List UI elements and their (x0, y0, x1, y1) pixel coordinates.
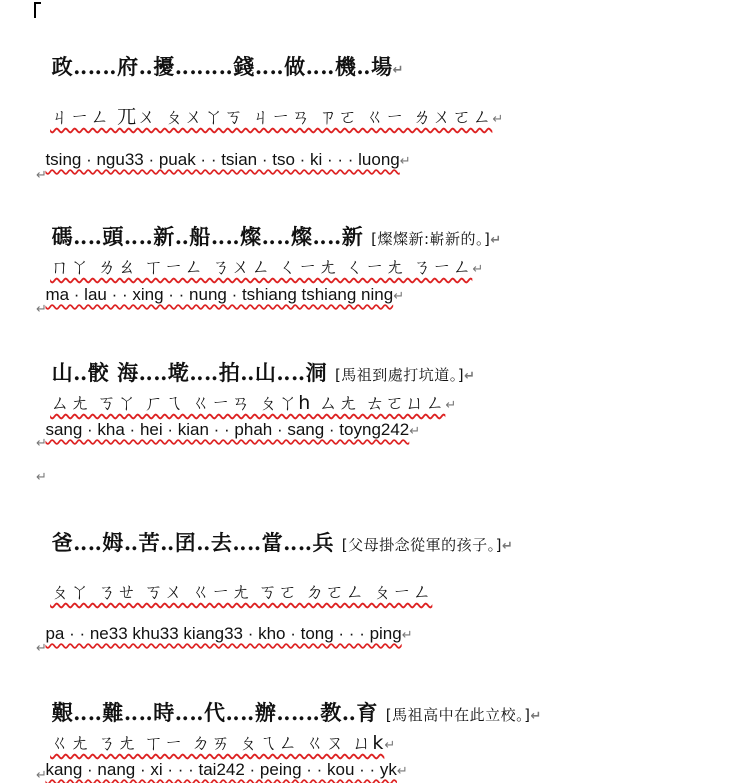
paragraph-mark: ↵ (445, 398, 458, 413)
paragraph-mark: ↵ (492, 112, 505, 127)
gloss-note: [馬祖高中在此立校。] (385, 706, 531, 724)
paragraph-mark: ↵ (490, 233, 502, 248)
paragraph-mark: ↵ (464, 369, 476, 384)
bopomofo-text: ㄍㄤ ㄋㄤ ㄒㄧ ㄉㄞ ㄆㄟㄥ ㄍㄡ ㄩk (50, 732, 385, 754)
paragraph-mark: ↵ (502, 539, 514, 554)
paragraph-mark: ↵ (396, 764, 408, 779)
paragraph-mark: ↵ (384, 738, 397, 753)
paragraph-mark: ↵ (472, 262, 485, 277)
gloss-note: [父母掛念從軍的孩子。] (341, 536, 503, 554)
empty-paragraph: ↵ (36, 641, 47, 656)
romanization-line-1 (36, 130, 411, 170)
bopomofo-line-1 (36, 80, 504, 129)
paragraph-mark: ↵ (399, 154, 411, 169)
hanzi-text: 山‥骹 海‥‥墘‥‥拍‥山‥‥洞 (51, 360, 328, 385)
hanzi-text: 爸‥‥姆‥苦‥囝‥去‥‥當‥‥兵 (51, 530, 334, 555)
romanization-text: tsing · ngu33 · puak · · tsian · tso · ki · · · luong (45, 150, 400, 169)
romanization-line-4 (36, 604, 413, 644)
bopomofo-line-4 (36, 555, 432, 604)
hanzi-text: 艱‥‥難‥‥時‥‥代‥‥辦‥‥‥教‥育 (51, 700, 378, 725)
bopomofo-text: ㄇㄚ ㄌㄠ ㄒㄧㄥ ㄋㄨㄥ ㄑㄧㄤ ㄑㄧㄤ ㄋㄧㄥ (50, 256, 473, 278)
empty-paragraph: ↵ (36, 768, 47, 783)
gloss-note: [燦燦新:嶄新的。] (371, 230, 491, 248)
empty-paragraph: ↵ (36, 436, 47, 451)
paragraph-mark: ↵ (401, 628, 413, 643)
romanization-line-3 (36, 400, 420, 440)
romanization-text: kang · nang · xi · · · tai242 · peing · · kou · · yk (45, 760, 397, 779)
gloss-note: [馬祖到處打坑道。] (334, 366, 465, 384)
romanization-line-2 (36, 265, 404, 305)
romanization-text: pa · · ne33 khu33 kiang33 · kho · tong · · · ping (45, 624, 402, 643)
empty-paragraph: ↵ (36, 302, 47, 317)
paragraph-mark: ↵ (393, 289, 405, 304)
bopomofo-text: ㄐㄧㄥ ㄫㄨ ㄆㄨㄚㄎ ㄐㄧㄢ ㄗㄛ ㄍㄧ ㄌㄨㄛㄥ (50, 106, 493, 128)
bopomofo-text: ㄆㄚ ㄋㄝ ㄎㄨ ㄍㄧㄤ ㄎㄛ ㄉㄛㄥ ㄆㄧㄥ (50, 581, 433, 603)
empty-paragraph: ↵ (36, 470, 47, 485)
paragraph-mark: ↵ (409, 424, 421, 439)
hanzi-line-4 (36, 502, 513, 557)
hanzi-line-1 (36, 26, 404, 81)
hanzi-text: 碼‥‥頭‥‥新‥船‥‥燦‥‥燦‥‥新 (51, 224, 364, 249)
paragraph-mark: ↵ (530, 709, 542, 724)
romanization-text: ma · lau · · xing · · nung · tshiang tshiang ning (45, 285, 394, 304)
romanization-line-5 (36, 740, 408, 780)
empty-paragraph: ↵ (36, 168, 47, 183)
bopomofo-text: ㄙㄤ ㄎㄚ ㄏㄟ ㄍㄧㄢ ㄆㄚh ㄙㄤ ㄊㄛㄩㄥ (50, 392, 446, 414)
text-cursor (34, 2, 36, 18)
romanization-text: sang · kha · hei · kian · · phah · sang · toyng242 (45, 420, 410, 439)
paragraph-mark: ↵ (392, 63, 404, 78)
hanzi-text: 政‥‥‥府‥擾‥‥‥‥錢‥‥做‥‥機‥場 (51, 54, 393, 79)
